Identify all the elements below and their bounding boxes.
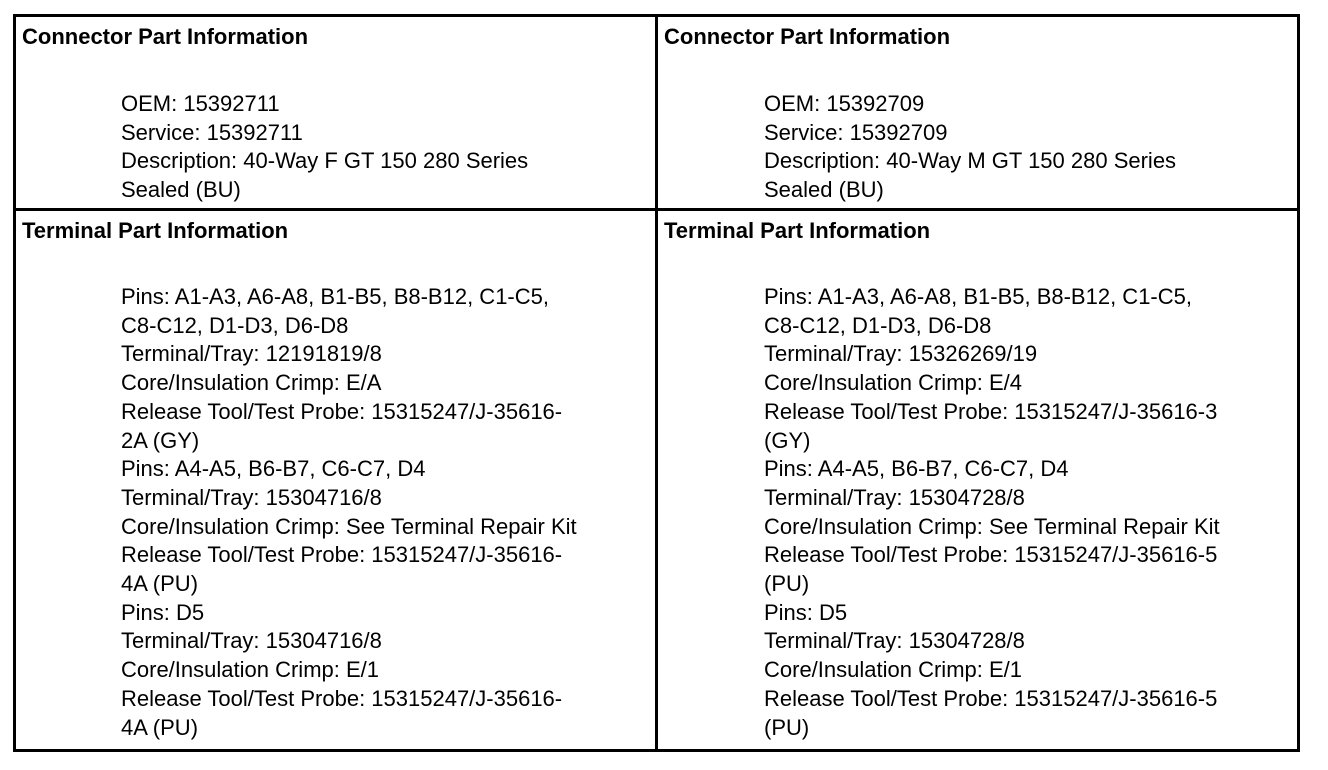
terminal-info-cell-left [16,211,658,749]
terminal-line: Terminal/Tray: 15304728/8 [764,484,1025,510]
terminal-line: Core/Insulation Crimp: E/1 [764,657,1022,683]
connector-info-cell-left [16,17,658,211]
terminal-line: Terminal/Tray: 15326269/19 [764,341,1038,367]
terminal-line: Release Tool/Test Probe: 15315247/J-35616-5 [764,542,1218,568]
terminal-line: (PU) [764,571,810,597]
terminal-line: C8-C12, D1-D3, D6-D8 [764,312,992,338]
connector-info-cell-right [658,17,1298,211]
connector-lines-left [121,90,651,205]
terminal-line: 4A (PU) [121,571,199,597]
terminal-lines-left [121,283,651,742]
terminal-line: Terminal/Tray: 15304716/8 [121,628,382,654]
terminal-line: Core/Insulation Crimp: See Terminal Repair Kit [764,513,1220,539]
connector-heading-right: Connector Part Information [664,24,951,49]
terminal-heading-left: Terminal Part Information [22,218,289,243]
connector-line: Sealed (BU) [121,177,241,203]
terminal-line: Pins: D5 [764,599,848,625]
terminal-line: Pins: D5 [121,599,205,625]
terminal-line: (PU) [764,714,810,740]
connector-lines-right [764,90,1294,205]
terminal-line: Core/Insulation Crimp: E/1 [121,657,379,683]
terminal-line: 2A (GY) [121,427,200,453]
terminal-line: Release Tool/Test Probe: 15315247/J-35616- [121,398,563,424]
terminal-line: Release Tool/Test Probe: 15315247/J-35616-5 [764,685,1218,711]
terminal-line: Pins: A4-A5, B6-B7, C6-C7, D4 [121,456,426,482]
connector-line: Description: 40-Way M GT 150 280 Series [764,148,1177,174]
connector-line: OEM: 15392709 [764,91,925,116]
connector-line: Service: 15392711 [121,119,303,145]
parts-table [13,14,1300,752]
connector-line: Service: 15392709 [764,119,948,145]
terminal-line: 4A (PU) [121,714,199,740]
terminal-line: Release Tool/Test Probe: 15315247/J-35616-3 [764,398,1218,424]
terminal-lines-right [764,283,1294,742]
connector-line: OEM: 15392711 [121,91,280,116]
terminal-heading-right: Terminal Part Information [664,218,931,243]
terminal-line: Terminal/Tray: 15304716/8 [121,484,382,510]
terminal-line: Pins: A4-A5, B6-B7, C6-C7, D4 [764,456,1069,482]
terminal-line: Core/Insulation Crimp: E/A [121,370,382,396]
connector-line: Description: 40-Way F GT 150 280 Series [121,148,529,174]
terminal-line: Terminal/Tray: 12191819/8 [121,341,382,367]
connector-line: Sealed (BU) [764,177,884,203]
terminal-line: C8-C12, D1-D3, D6-D8 [121,312,349,338]
terminal-line: Pins: A1-A3, A6-A8, B1-B5, B8-B12, C1-C5, [121,284,549,309]
terminal-line: (GY) [764,427,811,453]
terminal-line: Release Tool/Test Probe: 15315247/J-35616- [121,685,563,711]
terminal-line: Core/Insulation Crimp: See Terminal Repair Kit [121,513,577,539]
connector-heading-left: Connector Part Information [22,24,309,49]
terminal-line: Core/Insulation Crimp: E/4 [764,370,1022,396]
terminal-line: Release Tool/Test Probe: 15315247/J-35616- [121,542,563,568]
terminal-line: Pins: A1-A3, A6-A8, B1-B5, B8-B12, C1-C5, [764,284,1192,309]
terminal-line: Terminal/Tray: 15304728/8 [764,628,1025,654]
terminal-info-cell-right [658,211,1298,749]
